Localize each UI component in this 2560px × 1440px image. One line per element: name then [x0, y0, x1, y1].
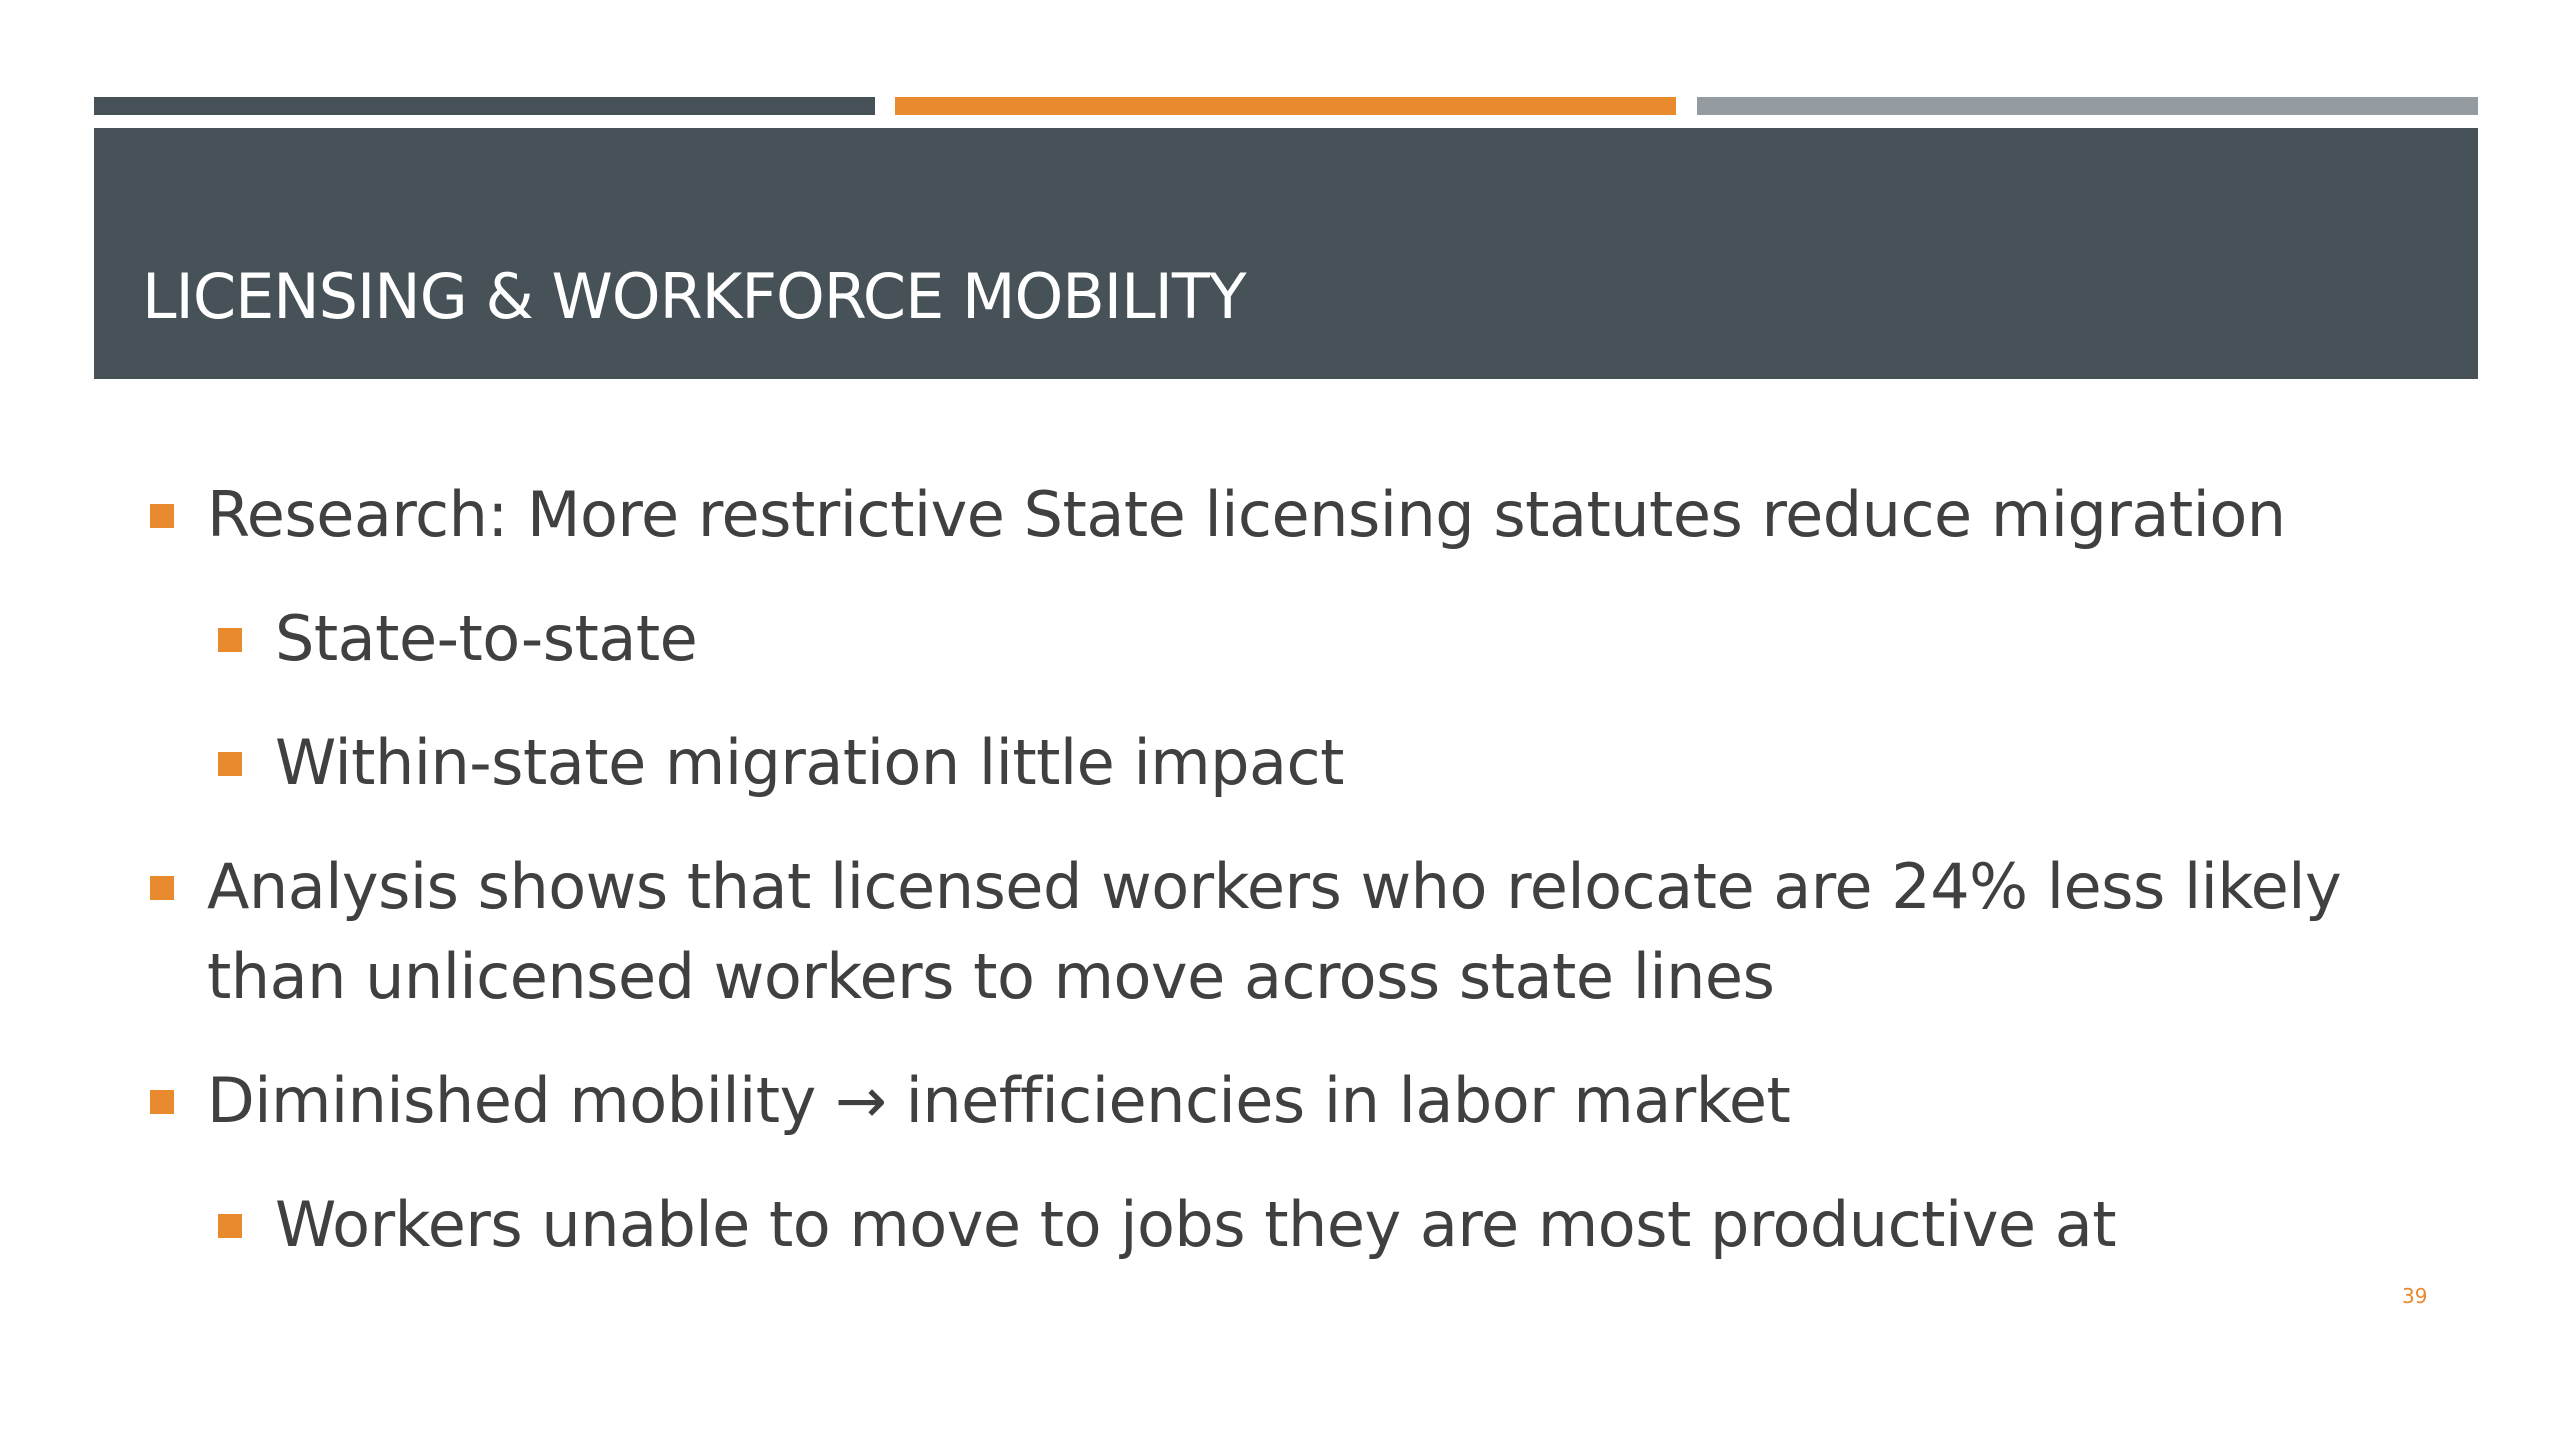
page-number: 39: [2402, 1284, 2428, 1308]
bullet-text-line-2: than unlicensed workers to move across state lines: [207, 940, 1775, 1013]
bullet-within-state: [275, 718, 1344, 808]
bullet-analysis: [207, 842, 2341, 1022]
bullet-marker: [218, 628, 242, 652]
bullet-text: Diminished mobility → inefficiencies in labor market: [207, 1064, 1791, 1137]
bullet-marker: [150, 1090, 174, 1114]
bullet-marker: [150, 876, 174, 900]
bullet-text-line-1: Analysis shows that licensed workers who relocate are 24% less likely: [207, 850, 2342, 923]
bullet-marker: [218, 752, 242, 776]
bullet-text: Workers unable to move to jobs they are most productive at: [275, 1188, 2117, 1261]
bullet-research: [207, 470, 2286, 560]
slide-title: LICENSING & WORKFORCE MOBILITY: [142, 260, 1246, 333]
bullet-marker: [218, 1214, 242, 1238]
bullet-diminished-mobility: [207, 1056, 1790, 1146]
bullet-text: Research: More restrictive State licensing statutes reduce migration: [207, 478, 2286, 551]
bullet-text: State-to-state: [275, 602, 698, 675]
bullet-marker: [150, 504, 174, 528]
bullet-text: Within-state migration little impact: [275, 726, 1344, 799]
bullet-state-to-state: [275, 594, 697, 684]
bullet-workers-unable: [275, 1180, 2116, 1270]
